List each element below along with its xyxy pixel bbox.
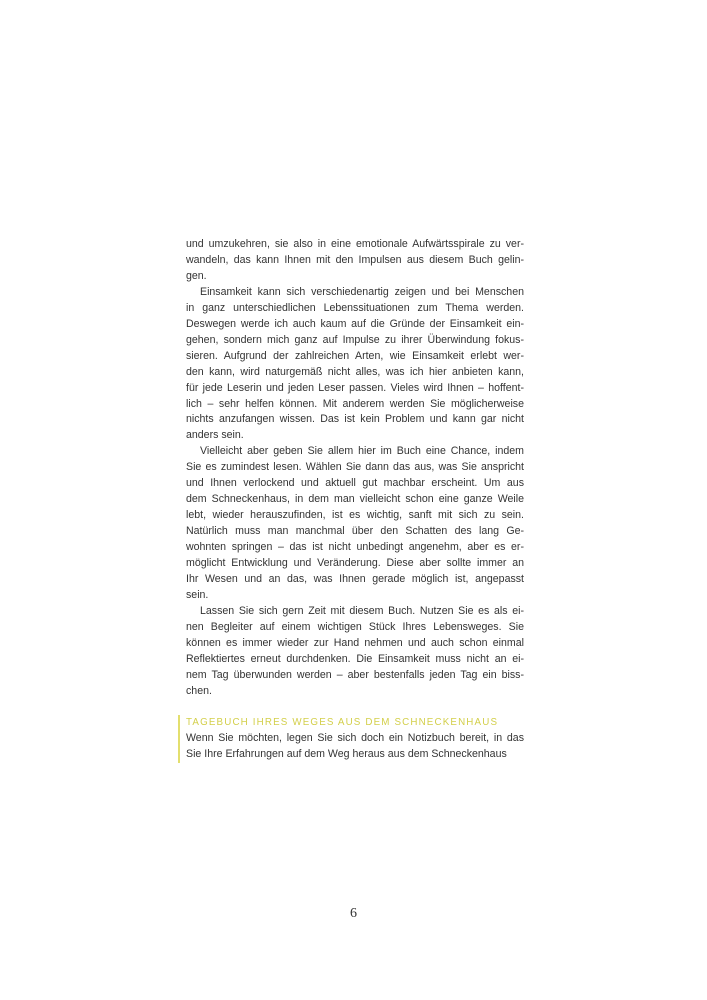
- text-line: Ihr Wesen und an das, was Ihnen gerade möglich ist, angepasst: [186, 573, 524, 586]
- text-line: Natürlich muss man manchmal über den Schatten des lang Ge-: [186, 525, 524, 538]
- paragraph: [186, 285, 524, 445]
- text-line: möglicht Entwicklung und Veränderung. Diese aber sollte immer an: [186, 557, 524, 570]
- text-line: sieren. Aufgrund der zahlreichen Arten, wie Einsamkeit erlebt wer-: [186, 349, 524, 362]
- text-line: gen.: [186, 269, 207, 282]
- text-line: chen.: [186, 684, 212, 697]
- page-number: 6: [350, 906, 357, 921]
- text-line: können es immer wieder zur Hand nehmen und auch schon einmal: [186, 636, 524, 649]
- body-text: [186, 237, 524, 700]
- text-line: wohnten springen – das ist nicht unbedingt angenehm, aber es er-: [186, 541, 524, 554]
- text-line: sein.: [186, 588, 209, 601]
- text-line: und Ihnen verlockend und aktuell gut machbar erscheint. Um aus: [186, 477, 524, 490]
- text-line: Sie Ihre Erfahrungen auf dem Weg heraus aus dem Schneckenhaus: [186, 747, 507, 760]
- text-line: lebt, wieder herauszufinden, ist es wichtig, sanft mit sich zu sein.: [186, 509, 524, 522]
- text-line: gehen, sondern mich ganz auf Impulse zu ihrer Überwindung fokus-: [186, 333, 524, 346]
- text-line: Einsamkeit kann sich verschiedenartig zeigen und bei Menschen: [200, 285, 524, 298]
- paragraph: [186, 604, 524, 700]
- text-line: in ganz unterschiedlichen Lebenssituationen zum Thema werden.: [186, 301, 524, 314]
- diary-section: [178, 715, 546, 763]
- text-line: Vielleicht aber geben Sie allem hier im Buch eine Chance, indem: [200, 445, 524, 458]
- section-heading: TAGEBUCH IHRES WEGES AUS DEM SCHNECKENHAUS: [186, 717, 499, 728]
- text-line: nichts anzufangen wissen. Das ist kein Problem und kann gar nicht: [186, 413, 524, 426]
- text-line: Wenn Sie möchten, legen Sie sich doch ein Notizbuch bereit, in das: [186, 732, 524, 744]
- text-line: den kann, wird naturgemäß nicht alles, was ich hier anbieten kann,: [186, 365, 524, 378]
- text-line: Deswegen werde ich auch kaum auf die Gründe der Einsamkeit ein-: [186, 317, 524, 330]
- text-line: für jede Leserin und jeden Leser passen. Vieles wird Ihnen – hoffent-: [186, 381, 524, 394]
- text-line: Reflektiertes erneut durchdenken. Die Einsamkeit muss nicht an ei-: [186, 652, 524, 665]
- text-line: nem Tag überwunden werden – aber bestenfalls jeden Tag ein biss-: [186, 668, 524, 681]
- text-line: dem Schneckenhaus, in dem man vielleicht schon eine ganze Weile: [186, 493, 524, 506]
- paragraph: [186, 237, 524, 285]
- text-line: lich – sehr helfen können. Mit anderem werden Sie möglicherweise: [186, 397, 524, 410]
- text-line: und umzukehren, sie also in eine emotionale Aufwärtsspirale zu ver-: [186, 238, 524, 250]
- text-line: anders sein.: [186, 429, 244, 442]
- text-line: Sie es zumindest lesen. Wählen Sie dann das aus, was Sie anspricht: [186, 461, 524, 474]
- text-line: Lassen Sie sich gern Zeit mit diesem Buch. Nutzen Sie es als ei-: [200, 604, 524, 617]
- text-line: wandeln, das kann Ihnen mit den Impulsen aus diesem Buch gelin-: [186, 253, 524, 266]
- text-line: nen Begleiter auf einem wichtigen Stück Ihres Lebensweges. Sie: [186, 620, 524, 633]
- paragraph: [186, 444, 524, 604]
